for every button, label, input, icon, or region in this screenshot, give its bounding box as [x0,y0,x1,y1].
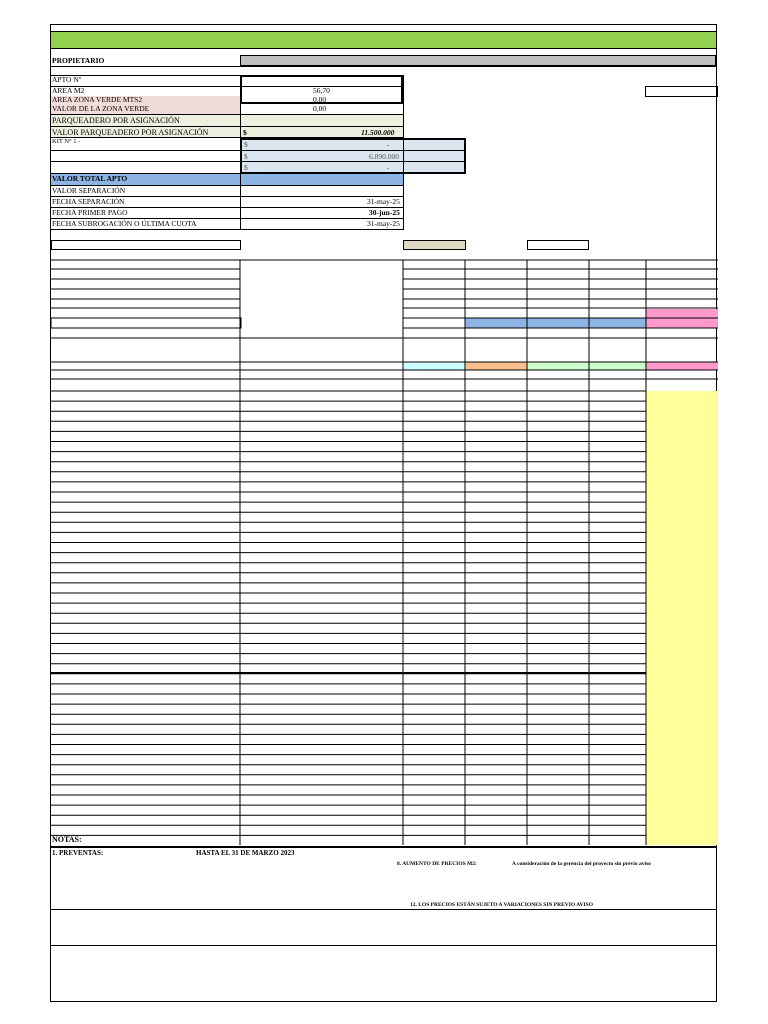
valor-zona-value: 0,00 [313,104,327,113]
notas-label: NOTAS: [52,835,82,844]
kit-row-3-currency: $ [244,163,248,172]
precios-label: 12. LOS PRECIOS ESTÁN SUJETO A VARIACIONES SIN PREVIO AVISO [410,902,593,908]
summary-box-tan[interactable] [403,240,466,250]
aumento-label: 8. AUMENTO DE PRECIOS M2: [397,861,477,867]
summary-box-2[interactable] [527,240,589,250]
aumento-value: A consideración de la gerencia del proyecto sin previo aviso [512,861,651,867]
parqueadero-label: PARQUEADERO POR ASIGNACIÓN [52,116,180,125]
fecha-separacion-label: FECHA SEPARACIÓN [52,197,125,206]
kit-row-3-extra [404,162,464,172]
kit-row-2-currency: $ [244,152,248,161]
kit-row-3-value: - [387,163,390,172]
valor-total-label: VALOR TOTAL APTO [52,174,128,183]
fecha-separacion-value: 31-may-25 [367,197,400,206]
valor-parqueadero-label: VALOR PARQUEADERO POR ASIGNACIÓN [52,128,209,137]
kit-row-3[interactable] [242,162,403,172]
kit-row-1-currency: $ [244,140,248,149]
valor-separacion-label: VALOR SEPARACIÓN [52,186,126,195]
right-small-field[interactable] [645,86,718,97]
quote-sheet [50,24,717,1002]
fecha-subrogacion-value: 31-may-25 [367,219,400,228]
valor-zona-label: VALOR DE LA ZONA VERDE [52,104,150,113]
fecha-primer-pago-value: 30-jun-25 [369,208,400,217]
apto-label: APTO Nº [52,75,82,84]
preventas-value: HASTA EL 31 DE MARZO 2023 [196,849,295,857]
area-label: AREA M2 [52,86,85,95]
kit-label: KIT N° 1 - [52,138,81,145]
area-value: 56,70 [313,86,330,95]
propietario-field[interactable] [240,55,716,66]
header-banner [51,31,716,49]
propietario-label: PROPIETARIO [52,56,105,65]
fecha-primer-pago-label: FECHA PRIMER PAGO [52,208,128,217]
kit-row-1-value: - [387,140,390,149]
preventas-label: 1. PREVENTAS: [52,849,104,857]
zona-verde-value: 0,00 [313,95,327,104]
fecha-subrogacion-label: FECHA SUBROGACIÓN O ÚLTIMA CUOTA [52,219,197,228]
kit-row-1-extra [404,140,464,150]
valor-parqueadero-currency: $ [243,128,247,137]
payment-schedule-grid [51,255,718,845]
summary-box-1[interactable] [51,240,241,250]
zona-verde-label: AREA ZONA VERDE MTS2 [52,95,143,104]
kit-row-1[interactable] [242,140,403,150]
kit-row-2-value: 6.890.000 [369,152,399,161]
valor-parqueadero-value: 11.500.000 [361,128,395,137]
kit-row-2-extra [404,151,464,161]
